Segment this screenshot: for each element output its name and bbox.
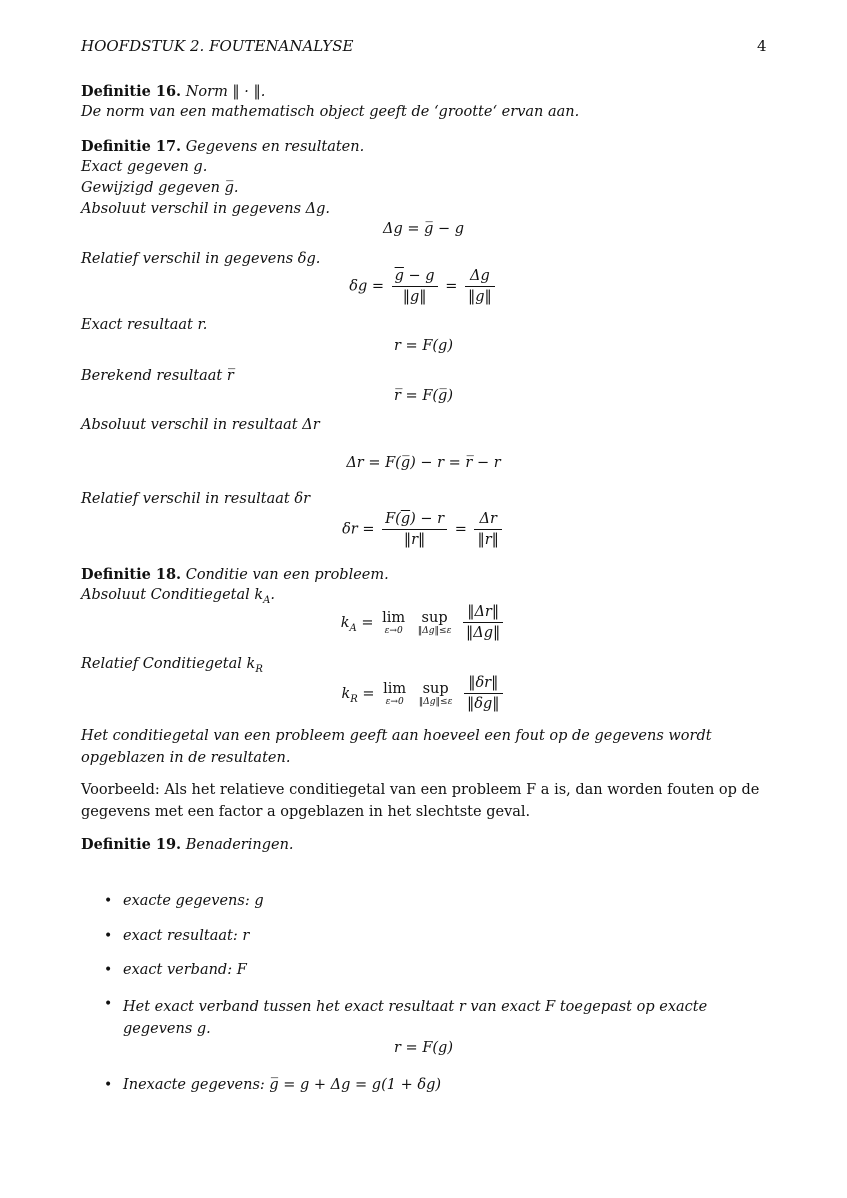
line-abs-condition: Absoluut Conditiegetal $k_A$.	[81, 587, 276, 606]
definition-label: Definitie 18.	[81, 566, 182, 583]
bullet-marker: •	[104, 1077, 113, 1093]
line-changed-given: Gewijzigd gegeven g̅.	[81, 180, 239, 196]
definition-16-heading	[81, 83, 265, 100]
condition-explanation: Het conditiegetal van een probleem geeft aan hoeveel een fout op de gegevens wordt opgeblazen in de resultaten.	[81, 728, 712, 766]
definition-19-heading	[81, 836, 294, 853]
bullet-item-exact-relation: exact verband: F	[123, 962, 247, 978]
equation-rel-diff-result: δr = $\frac{F(\overline{g}) - r}{‖r‖}$ = $\frac{\Delta r}{‖r‖}$	[0, 509, 847, 550]
bullet-marker: •	[104, 962, 113, 978]
definition-17-heading	[81, 138, 364, 155]
equation-exact-result: r = F(g)	[394, 338, 453, 354]
line-exact-given: Exact gegeven g.	[81, 159, 208, 175]
limit-operator: lim ε→0	[382, 609, 406, 636]
bullet-marker: •	[104, 928, 113, 944]
definition-label: Definitie 16.	[81, 83, 182, 100]
limit-operator: lim ε→0	[383, 680, 407, 707]
fraction: $\frac{\Delta r}{‖r‖}$	[474, 509, 501, 550]
line-rel-diff-result: Relatief verschil in resultaat δr	[81, 491, 311, 507]
line-rel-diff-data: Relatief verschil in gegevens δg.	[81, 251, 321, 267]
fraction: $\frac{\Delta g}{‖g‖}$	[465, 266, 495, 307]
equation-rel-diff-data: δg = $\frac{\overline{g} - g}{‖g‖}$ = $\frac{\Delta g}{‖g‖}$	[0, 266, 847, 307]
bullet-item-exact-data: exacte gegevens: g	[123, 893, 264, 909]
fraction: $\frac{F(\overline{g}) - r}{‖r‖}$	[382, 509, 447, 550]
line-abs-diff-result: Absoluut verschil in resultaat Δr	[81, 417, 320, 433]
line-computed-result: Berekend resultaat r̅	[81, 368, 234, 384]
fraction: $\frac{‖\delta r‖}{‖\delta g‖}$	[464, 673, 503, 714]
definition-title: Gegevens en resultaten.	[185, 139, 365, 155]
equation-rel-condition: $k_R$ = lim ε→0 sup ‖Δg‖≤ε $\frac{‖\delta r‖}{‖\delta g‖}$	[0, 673, 847, 714]
line-abs-diff-data: Absoluut verschil in gegevens Δg.	[81, 201, 330, 217]
definition-title: Norm ‖ · ‖.	[185, 84, 266, 100]
definition-title: Conditie van een probleem.	[185, 567, 389, 583]
definition-label: Definitie 17.	[81, 138, 182, 155]
definition-title: Benaderingen.	[185, 837, 294, 853]
equation-relation: r = F(g)	[394, 1040, 453, 1056]
condition-example: Voorbeeld: Als het relatieve conditiegetal van een probleem F a is, dan worden fouten op de gegevens met een factor a opgeblazen in het slechtste geval.	[81, 782, 760, 820]
equation-abs-diff-data: Δg = g̅ − g	[382, 221, 465, 237]
bullet-marker: •	[104, 996, 113, 1012]
sup-operator: sup ‖Δg‖≤ε	[417, 609, 452, 636]
running-header: HOOFDSTUK 2. FOUTENANALYSE	[81, 37, 354, 55]
sup-operator: sup ‖Δg‖≤ε	[418, 680, 453, 707]
line-rel-condition: Relatief Conditiegetal $k_R$	[81, 656, 263, 675]
equation-abs-condition: $k_A$ = lim ε→0 sup ‖Δg‖≤ε $\frac{‖\Delta r‖}{‖\Delta g‖}$	[0, 602, 847, 643]
fraction: $\frac{‖\Delta r‖}{‖\Delta g‖}$	[463, 602, 503, 643]
definition-18-heading	[81, 566, 389, 583]
bullet-item-exact-result: exact resultaat: r	[123, 928, 250, 944]
equation-computed-result: r̅ = F(g̅)	[394, 388, 453, 404]
definition-16-text: De norm van een mathematisch object geeft de ‘grootte‘ ervan aan.	[81, 104, 580, 120]
bullet-marker: •	[104, 893, 113, 909]
equation-abs-diff-result: Δr = F(g̅) − r = r̅ − r	[346, 455, 501, 471]
fraction: $\frac{\overline{g} - g}{‖g‖}$	[392, 266, 438, 307]
definition-label: Definitie 19.	[81, 836, 182, 853]
line-exact-result: Exact resultaat r.	[81, 317, 208, 333]
page-number: 4	[757, 37, 767, 55]
bullet-item-inexact-data: Inexacte gegevens: g̅ = g + Δg = g(1 + δg)	[123, 1077, 442, 1093]
bullet-item-relation-text: Het exact verband tussen het exact resultaat r van exact F toegepast op exacte gegevens g.	[123, 999, 708, 1037]
